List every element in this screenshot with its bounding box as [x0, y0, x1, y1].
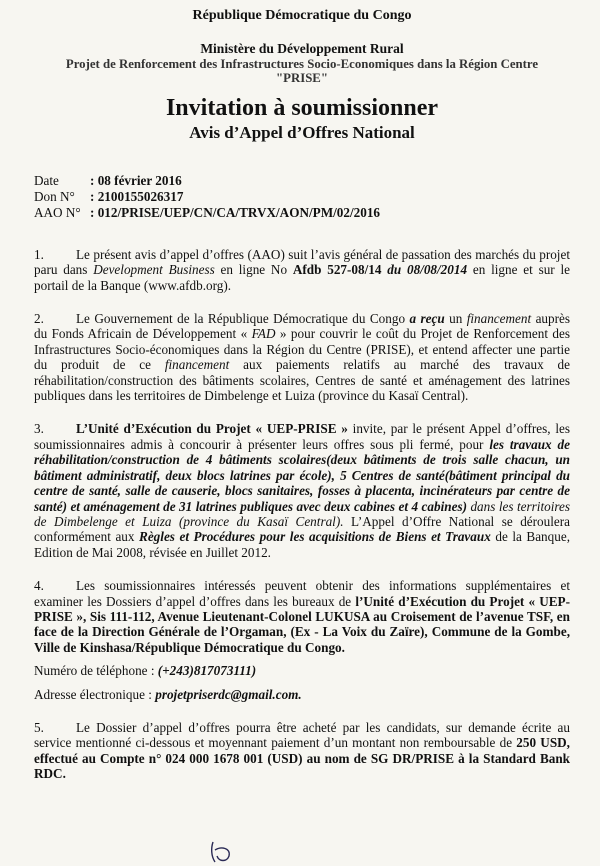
text: » pour couvrir le coût du Projet de Renforcement des Infrastructures Socio-économiques dans la Région du Centre (PRISE), et entend affecter une partie du produit de ce [34, 326, 570, 373]
text-italic: financement [164, 357, 230, 373]
paragraph-number: 2. [34, 311, 44, 327]
don-label: Don N° [34, 188, 75, 204]
text: invite, par le présent Appel d’offres, les soumissionnaires admis à concourir à présenter leurs offres sous pli fermé, pour [34, 421, 571, 452]
text: Le présent avis d’appel d’offres (AAO) suit l’avis général de passation des marchés du projet paru dans [34, 246, 570, 278]
paragraph-number: 5. [34, 719, 44, 735]
date-value: : 08 février 2016 [90, 172, 182, 188]
email-line [34, 687, 570, 702]
text-italic: Development Business [93, 262, 215, 278]
phone-label: Numéro de téléphone : [34, 663, 158, 679]
paragraph-number: 1. [34, 246, 44, 262]
paragraph-4 [34, 578, 570, 702]
ministry-heading: Ministère du Développement Rural [200, 41, 404, 57]
don-value: : 2100155026317 [90, 188, 184, 204]
text-bold-italic: Règles et Procédures pour les acquisitions de Biens et Travaux [139, 529, 491, 545]
aao-row [34, 205, 570, 221]
text: auprès du Fonds Africain de Développement « [34, 311, 570, 342]
text: en ligne No [214, 262, 293, 278]
reference-block [34, 173, 570, 221]
paragraph-number: 4. [34, 578, 44, 594]
text-bold-italic: a reçu [409, 311, 445, 327]
project-acronym: "PRISE" [276, 70, 328, 85]
text-bold-italic: du 08/08/2014 [381, 262, 468, 278]
date-row [34, 173, 570, 189]
text: L’Appel d’Offre National se déroulera conformément aux [34, 513, 570, 545]
text: Le Dossier d’appel d’offres pourra être acheté par les candidats, sur demande écrite au service mentionné ci-dessous et moyennant paiement d’un montant non remboursable de [34, 719, 570, 751]
text: Les soumissionnaires intéressés peuvent obtenir des informations supplémentaires et examiner les Dossiers d’appel d’offres dans les bureaux de [34, 578, 570, 609]
paragraph-1 [34, 247, 570, 293]
page-title: Invitation à soumissionner [165, 94, 439, 121]
text: aux paiements relatifs au marché des travaux de réhabilitation/construction des bâtiments scolaires, Centres de santé et aménagement des latrines publiques dans les territoires de Dimbelenge et Luiza (province du Kasaï Central). [34, 357, 570, 404]
aao-label: AAO N° [34, 204, 81, 220]
page-subtitle: Avis d’Appel d’Offres National [189, 122, 415, 142]
date-label: Date [34, 172, 59, 188]
don-row [34, 189, 570, 205]
text: de la Banque, Edition de Mai 2008, révisée en Juillet 2012. [34, 529, 570, 560]
text: en ligne et sur le portail de la Banque (www.afdb.org). [34, 262, 571, 293]
text-bold-italic: les travaux de réhabilitation/construction de 4 bâtiments scolaires(deux bâtiments de trois salle chacun, un bâtiment administratif, deux blocs latrines par école), 5 Centres de santé(bâtiment principal du centre de santé, salle de causerie, blocs sanitaires, fosses à placenta, incinérateurs par centre de santé) et aménagement de 31 latrines publiques avec deux cabines et 4 cabines) [34, 436, 570, 514]
phone-value: (+243)817073111) [157, 663, 257, 679]
text-bold: Afdb 527-08/14 [292, 262, 382, 278]
text-bold: 250 USD, effectué au Compte n° 024 000 1678 001 (USD) au nom de SG DR/PRISE à la Standard Bank RDC. [34, 735, 570, 782]
text-italic: dans les territoires de Dimbelenge et Luiza (province du Kasaï Central). [34, 498, 570, 529]
email-value: projetpriserdc@gmail.com. [155, 686, 302, 702]
text: Le Gouvernement de la République Démocratique du Congo [76, 311, 410, 327]
handwritten-initial-mark [205, 838, 239, 864]
email-label: Adresse électronique : [34, 686, 156, 702]
paragraph-3 [34, 421, 570, 560]
text-italic: FAD [251, 326, 276, 342]
aao-value: : 012/PRISE/UEP/CN/CA/TRVX/AON/PM/02/2016 [90, 204, 381, 220]
project-name: Projet de Renforcement des Infrastructures Socio-Economiques dans la Région Centre [65, 56, 539, 71]
text-bold: l’Unité d’Exécution du Projet « UEP-PRISE », Sis 111-112, Avenue Lieutenant-Colonel LUKUSA au Croisement de l’avenue TSF, en face de la Direction Générale de l’Orgaman, (Ex - La Voix du Zaïre), Commune de la Gombe, Ville de Kinshasa/République Démocratique du Congo. [34, 593, 570, 655]
text-bold: L’Unité d’Exécution du Projet « UEP-PRISE » [76, 421, 348, 437]
paragraph-2 [34, 311, 570, 403]
republic-heading: République Démocratique du Congo [192, 8, 412, 23]
text: un [444, 311, 467, 327]
phone-line [34, 663, 570, 678]
paragraph-5 [34, 720, 570, 782]
text-italic: financement [466, 311, 532, 327]
paragraph-number: 3. [34, 421, 44, 437]
